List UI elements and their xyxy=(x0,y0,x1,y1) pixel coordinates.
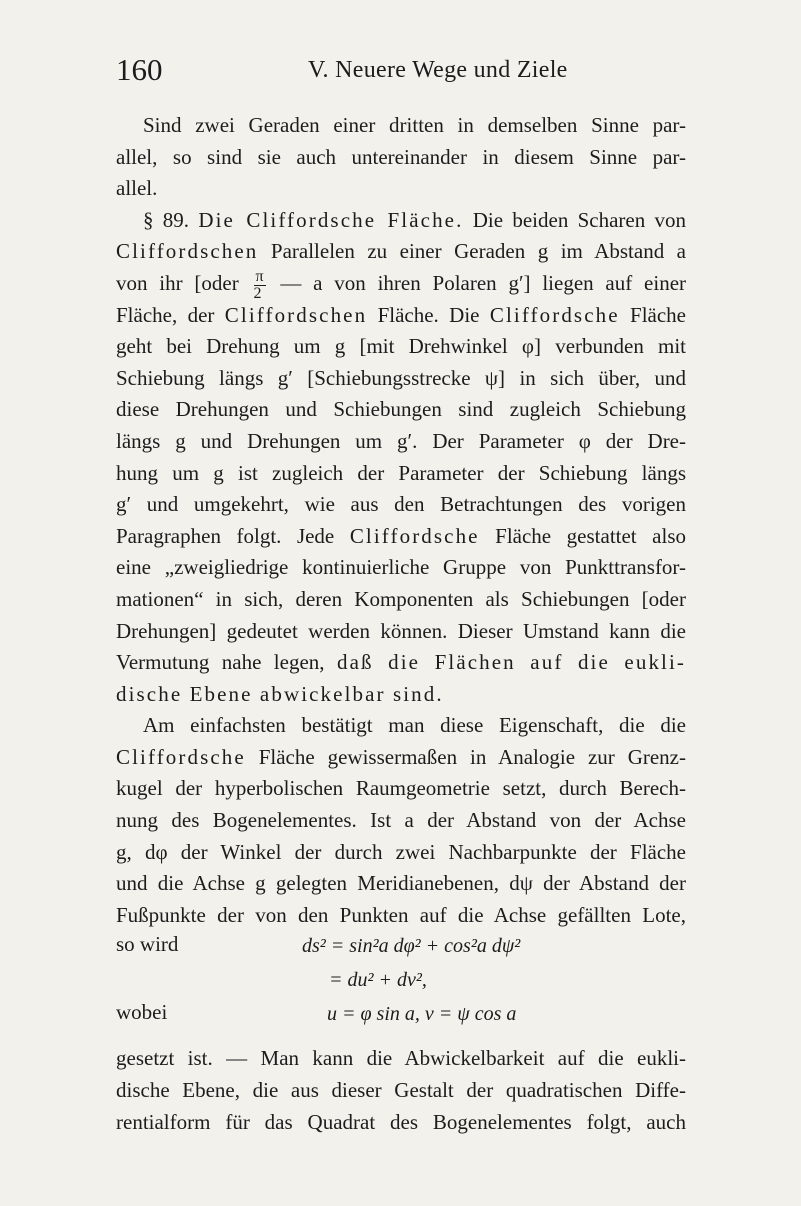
text-line: diese Drehungen und Schiebungen sind zugleich Schiebung xyxy=(116,397,686,422)
section-heading-line xyxy=(116,205,686,237)
text-line: Am einfachsten bestätigt man diese Eigenschaft, die die xyxy=(143,713,686,738)
text-fragment: Fläche gestattet also xyxy=(495,523,687,548)
text-line: g′ und umgekehrt, wie aus den Betrachtungen des vorigen xyxy=(116,492,686,517)
text-line: eine „zweigliedrige kontinuierliche Gruppe von Punkttransfor- xyxy=(116,555,686,580)
text-line xyxy=(116,268,686,300)
text-line: mationen“ in sich, deren Komponenten als Schiebungen [oder xyxy=(116,586,686,611)
text-line xyxy=(116,300,686,332)
text-line: hung um g ist zugleich der Parameter der Schiebung längs xyxy=(116,460,686,485)
body-text xyxy=(116,110,686,1138)
text-line: Drehungen] gedeutet werden können. Dieser Umstand kann die xyxy=(116,618,686,643)
text-line: Schiebung längs g′ [Schiebungsstrecke ψ] in sich über, und xyxy=(116,365,686,390)
spaced-name: Cliffordsche xyxy=(489,302,620,327)
text-line: längs g und Drehungen um g′. Der Parameter φ der Dre- xyxy=(116,428,686,453)
text-line: Fußpunkte der von den Punkten auf die Achse gefällten Lote, xyxy=(116,902,686,927)
spaced-emphasis: daß die Flächen auf die eukli- xyxy=(336,650,687,675)
text-fragment: Fläche gewissermaßen in Analogie zur Grenz- xyxy=(258,744,686,769)
page-number: 160 xyxy=(116,52,163,87)
text-line: Sind zwei Geraden einer dritten in demselben Sinne par- xyxy=(143,113,686,137)
text-line: gesetzt ist. — Man kann die Abwickelbarkeit auf die eukli- xyxy=(116,1046,686,1071)
text-line: dische Ebene, die aus dieser Gestalt der quadratischen Diffe- xyxy=(116,1078,686,1103)
text-line: allel, so sind sie auch untereinander in diesem Sinne par- xyxy=(116,144,686,169)
equation-substitution: u = φ sin a, v = ψ cos a xyxy=(327,1003,517,1026)
section-title: Die Cliffordsche Fläche. xyxy=(198,207,464,232)
equation-row-2 xyxy=(116,965,686,999)
running-head: V. Neuere Wege und Ziele xyxy=(308,57,568,83)
spaced-name: Cliffordschen xyxy=(224,302,368,327)
equation-label: so wird xyxy=(116,932,179,957)
text-line: g, dφ der Winkel der durch zwei Nachbarpunkte der Fläche xyxy=(116,839,686,864)
text-fragment: — a von ihren Polaren g′] liegen auf einer xyxy=(280,270,687,295)
text-line: kugel der hyperbolischen Raumgeometrie setzt, durch Berech- xyxy=(116,776,686,801)
text-fragment: Fläche xyxy=(630,302,687,327)
equation-row-3 xyxy=(116,999,686,1043)
text-fragment: Paragraphen folgt. Jede xyxy=(116,523,335,548)
fraction-numerator: π xyxy=(255,267,264,285)
spaced-name: Cliffordschen xyxy=(116,239,259,264)
text-line xyxy=(116,647,686,679)
text-line: rentialform für das Quadrat des Bogenelementes folgt, auch xyxy=(116,1109,686,1134)
text-line: allel. xyxy=(116,176,158,201)
equation-arc-element: ds² = sin²a dφ² + cos²a dψ² xyxy=(302,935,521,958)
equation-du-dv: = du² + dv², xyxy=(329,969,427,992)
text-fragment: Die beiden Scharen von xyxy=(472,207,687,232)
fraction-denominator: 2 xyxy=(253,284,262,302)
text-fragment: Fläche, der xyxy=(116,302,215,327)
text-line xyxy=(116,742,686,774)
spaced-name: Cliffordsche xyxy=(116,744,246,769)
text-line: und die Achse g gelegten Meridianebenen, dψ der Abstand der xyxy=(116,871,686,896)
page-header xyxy=(116,52,676,92)
text-fragment: von ihr [oder xyxy=(116,270,239,295)
equation-row-1 xyxy=(116,931,686,965)
text-line: nung des Bogenelementes. Ist a der Abstand von der Achse xyxy=(116,808,686,833)
spaced-name: Cliffordsche xyxy=(349,523,480,548)
equation-label: wobei xyxy=(116,1000,168,1025)
text-fragment: Parallelen zu einer Geraden g im Abstand a xyxy=(270,239,687,264)
text-fragment: Fläche. Die xyxy=(377,302,480,327)
text-line: geht bei Drehung um g [mit Drehwinkel φ] verbunden mit xyxy=(116,334,686,359)
text-line xyxy=(116,521,686,553)
text-line: dische Ebene abwickelbar sind. xyxy=(116,681,444,706)
text-fragment: Vermutung nahe legen, xyxy=(116,650,325,675)
section-number: § 89. xyxy=(143,207,190,232)
text-line xyxy=(116,236,686,268)
fraction-pi-half xyxy=(254,269,266,302)
